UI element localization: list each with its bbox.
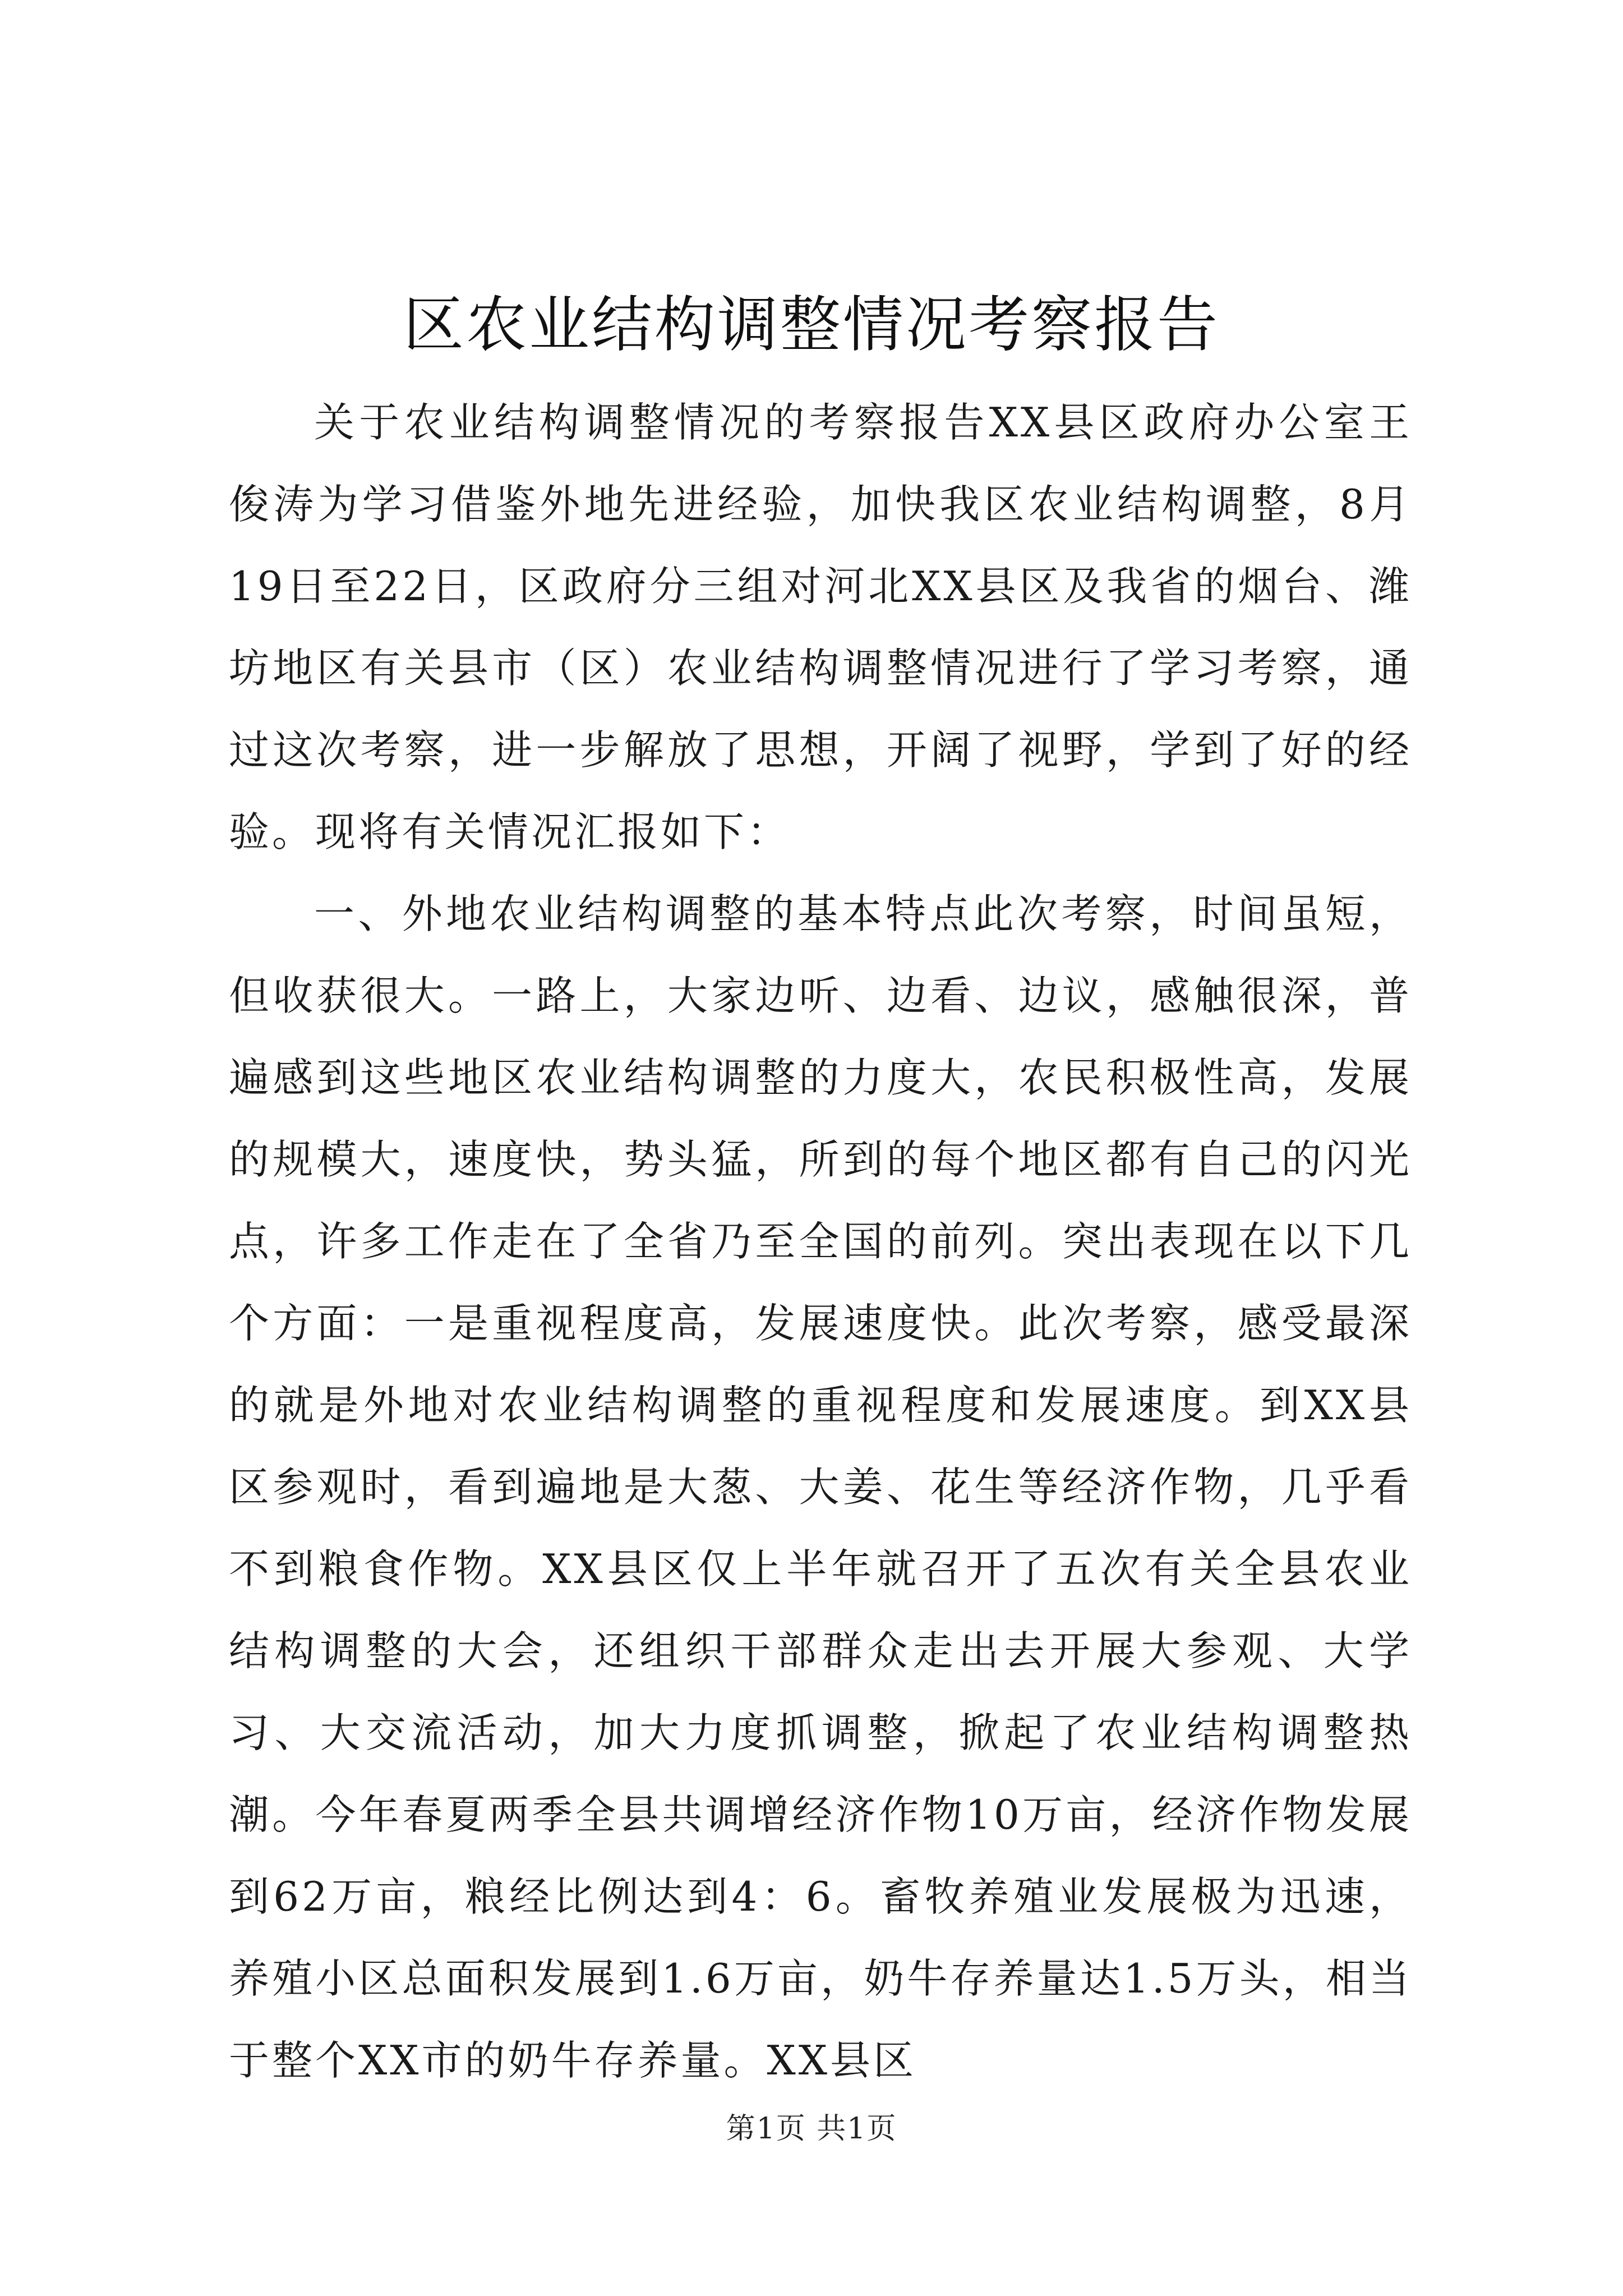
paragraph-section-one: 一、外地农业结构调整的基本特点此次考察，时间虽短，但收获很大。一路上，大家边听、边看、边议，感触很深，普遍感到这些地区农业结构调整的力度大，农民积极性高，发展的规模大，速度快，势头猛，所到的每个地区都有自己的闪光点，许多工作走在了全省乃至全国的前列。突出表现在以下几个方面：一是重视程度高，发展速度快。此次考察，感受最深的就是外地对农业结构调整的重视程度和发展速度。到XX县区参观时，看到遍地是大葱、大姜、花生等经济作物，几乎看不到粮食作物。XX县区仅上半年就召开了五次有关全县农业结构调整的大会，还组织干部群众走出去开展大参观、大学习、大交流活动，加大力度抓调整，掀起了农业结构调整热潮。今年春夏两季全县共调增经济作物10万亩，经济作物发展到62万亩，粮经比例达到4：6。畜牧养殖业发展极为迅速，养殖小区总面积发展到1.6万亩，奶牛存养量达1.5万头，相当于整个XX市的奶牛存养量。XX县区 (229, 890, 1412, 2084)
document-title: 区农业结构调整情况考察报告 (403, 290, 1220, 360)
document-body (229, 381, 1412, 2101)
paragraph-intro: 关于农业结构调整情况的考察报告XX县区政府办公室王俊涛为学习借鉴外地先进经验，加快我区农业结构调整，8月19日至22日，区政府分三组对河北XX县区及我省的烟台、潍坊地区有关县市（区）农业结构调整情况进行了学习考察，通过这次考察，进一步解放了思想，开阔了视野，学到了好的经验。现将有关情况汇报如下： (229, 399, 1412, 855)
page-footer: 第1页 共1页 (726, 2112, 897, 2146)
